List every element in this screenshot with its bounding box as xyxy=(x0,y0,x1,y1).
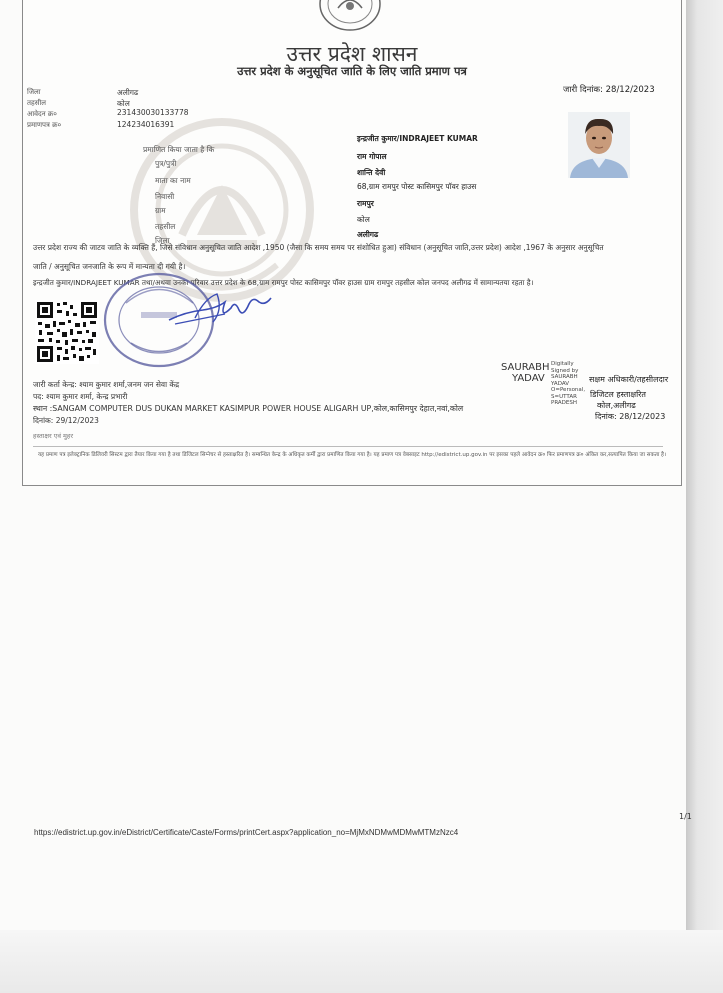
issuer-name: पद: श्याम कुमार शर्मा, केन्द्र प्रभारी xyxy=(33,392,128,401)
meta-label-district: जिला xyxy=(27,88,41,96)
meta-label-application-no: आवेदन क्र० xyxy=(27,110,57,118)
seal-note: हस्ताक्षर एवं मुहर xyxy=(33,432,74,440)
meta-value-certificate-no: 124234016391 xyxy=(117,120,175,129)
certificate-text-line-3: इन्द्रजीत कुमार/INDRAJEET KUMAR तथा/अथवा उनका परिवार उत्तर प्रदेश के 68,ग्राम रामपुर पोस्ट कासिमपुर पॉवर हाउस ग्राम रामपुर तहसील कोल जनपद अलीगढ में सामान्यतया रहता है। xyxy=(33,278,534,287)
officer-title: सक्षम अधिकारी/तहसीलदार xyxy=(589,375,669,384)
field-label-resident: निवासी xyxy=(155,192,175,201)
handwritten-signature-icon xyxy=(165,280,275,330)
certificate-text-line-1: उत्तर प्रदेश राज्य की जाटव जाति के व्यक्ति हैं, जिसे संविधान अनुसूचित जाति आदेश ,1950 (जैसा कि समय समय पर संशोधित हुआ) संविधान (अनुसूचित जाति,उत्तर प्रदेश) आदेश ,1967 के अनुसार अनुसूचित xyxy=(33,243,604,252)
address: 68,ग्राम रामपुर पोस्ट कासिमपुर पॉवर हाउस xyxy=(357,182,477,191)
field-label-tehsil: तहसील xyxy=(155,222,176,231)
scan-bottom-edge xyxy=(0,930,723,993)
holder-name: इन्द्रजीत कुमार/INDRAJEET KUMAR xyxy=(357,134,478,143)
field-label-certified: प्रमाणित किया जाता है कि xyxy=(143,145,215,154)
meta-value-tehsil: कोल xyxy=(117,99,130,108)
digital-signer-name-line1: SAURABH xyxy=(501,362,550,373)
meta-value-application-no: 231430030133778 xyxy=(117,108,189,117)
page-title: उत्तर प्रदेश शासन xyxy=(286,42,418,66)
field-label-parent: पुत्र/पुत्री xyxy=(155,159,177,168)
footer-divider xyxy=(33,446,663,447)
meta-value-district: अलीगढ xyxy=(117,88,139,97)
certificate-frame xyxy=(22,0,682,486)
officer-date: दिनांक: 28/12/2023 xyxy=(595,412,666,421)
officer-sign-type: डिजिटल हस्ताक्षरित xyxy=(590,390,646,399)
village: रामपुर xyxy=(357,199,374,208)
applicant-photo xyxy=(568,112,630,178)
father-name: राम गोपाल xyxy=(357,152,387,161)
issue-date: जारी दिनांक: 28/12/2023 xyxy=(563,85,655,95)
print-url[interactable]: https://edistrict.up.gov.in/eDistrict/Certificate/Caste/Forms/printCert.aspx?application_no=MjMxNDMwMDMwMTMzNzc4 xyxy=(34,828,459,837)
tehsil: कोल xyxy=(357,215,370,224)
qr-code-icon xyxy=(35,300,99,364)
meta-label-tehsil: तहसील xyxy=(27,99,46,107)
certificate-text-line-2: जाति / अनुसूचित जनजाति के रूप में मान्यता दी गयी है। xyxy=(33,262,186,271)
issuer-place: स्थान :SANGAM COMPUTER DUS DUKAN MARKET KASIMPUR POWER HOUSE ALIGARH UP,कोल,कासिमपुर देहात,नवां,कोल xyxy=(33,404,464,413)
digital-signer-name-line2: YADAV xyxy=(512,373,545,384)
meta-label-certificate-no: प्रमाणपत्र क्र० xyxy=(27,121,62,129)
officer-location: कोल,अलीगढ xyxy=(597,401,636,410)
mother-name: शान्ति देवी xyxy=(357,168,386,177)
page-counter: 1/1 xyxy=(679,812,692,821)
verification-note: यह प्रमाण पत्र इलेक्ट्रानिक डिलिवरी सिस्टम द्वारा तैयार किया गया है तथा डिजिटल सिग्नेचर से हस्ताक्षरित है। सम्बन्धित केन्द्र के अधिकृत कर्मी द्वारा प्रमाणित किया गया है। यह प्रमाण पत्र वेबसाइट http://edistrict.up.gov.in पर इसका पहले आवेदन क्र० फिर प्रमाणपत्र क्र० अंकित कर,सत्यापित किया जा सकता है। xyxy=(37,452,667,458)
certificate-subtitle: उत्तर प्रदेश के अनुसूचित जाति के लिए जाति प्रमाण पत्र xyxy=(237,64,467,78)
issuer-date: दिनांक: 29/12/2023 xyxy=(33,416,99,425)
portrait-icon xyxy=(568,112,630,178)
issuer-kendra: जारी कर्ता केन्द्र: श्याम कुमार शर्मा,जनम जन सेवा केंद्र xyxy=(33,380,180,389)
scan-edge xyxy=(686,0,723,993)
district: अलीगढ xyxy=(357,230,379,239)
state-emblem-icon xyxy=(309,0,391,32)
field-label-village: ग्राम xyxy=(155,206,166,215)
field-label-district: जिला xyxy=(155,236,170,245)
digital-signature-details: Digitally Signed by SAURABH YADAV O=Personal, S=UTTAR PRADESH xyxy=(551,361,586,406)
field-label-mother: माता का नाम xyxy=(155,176,191,185)
